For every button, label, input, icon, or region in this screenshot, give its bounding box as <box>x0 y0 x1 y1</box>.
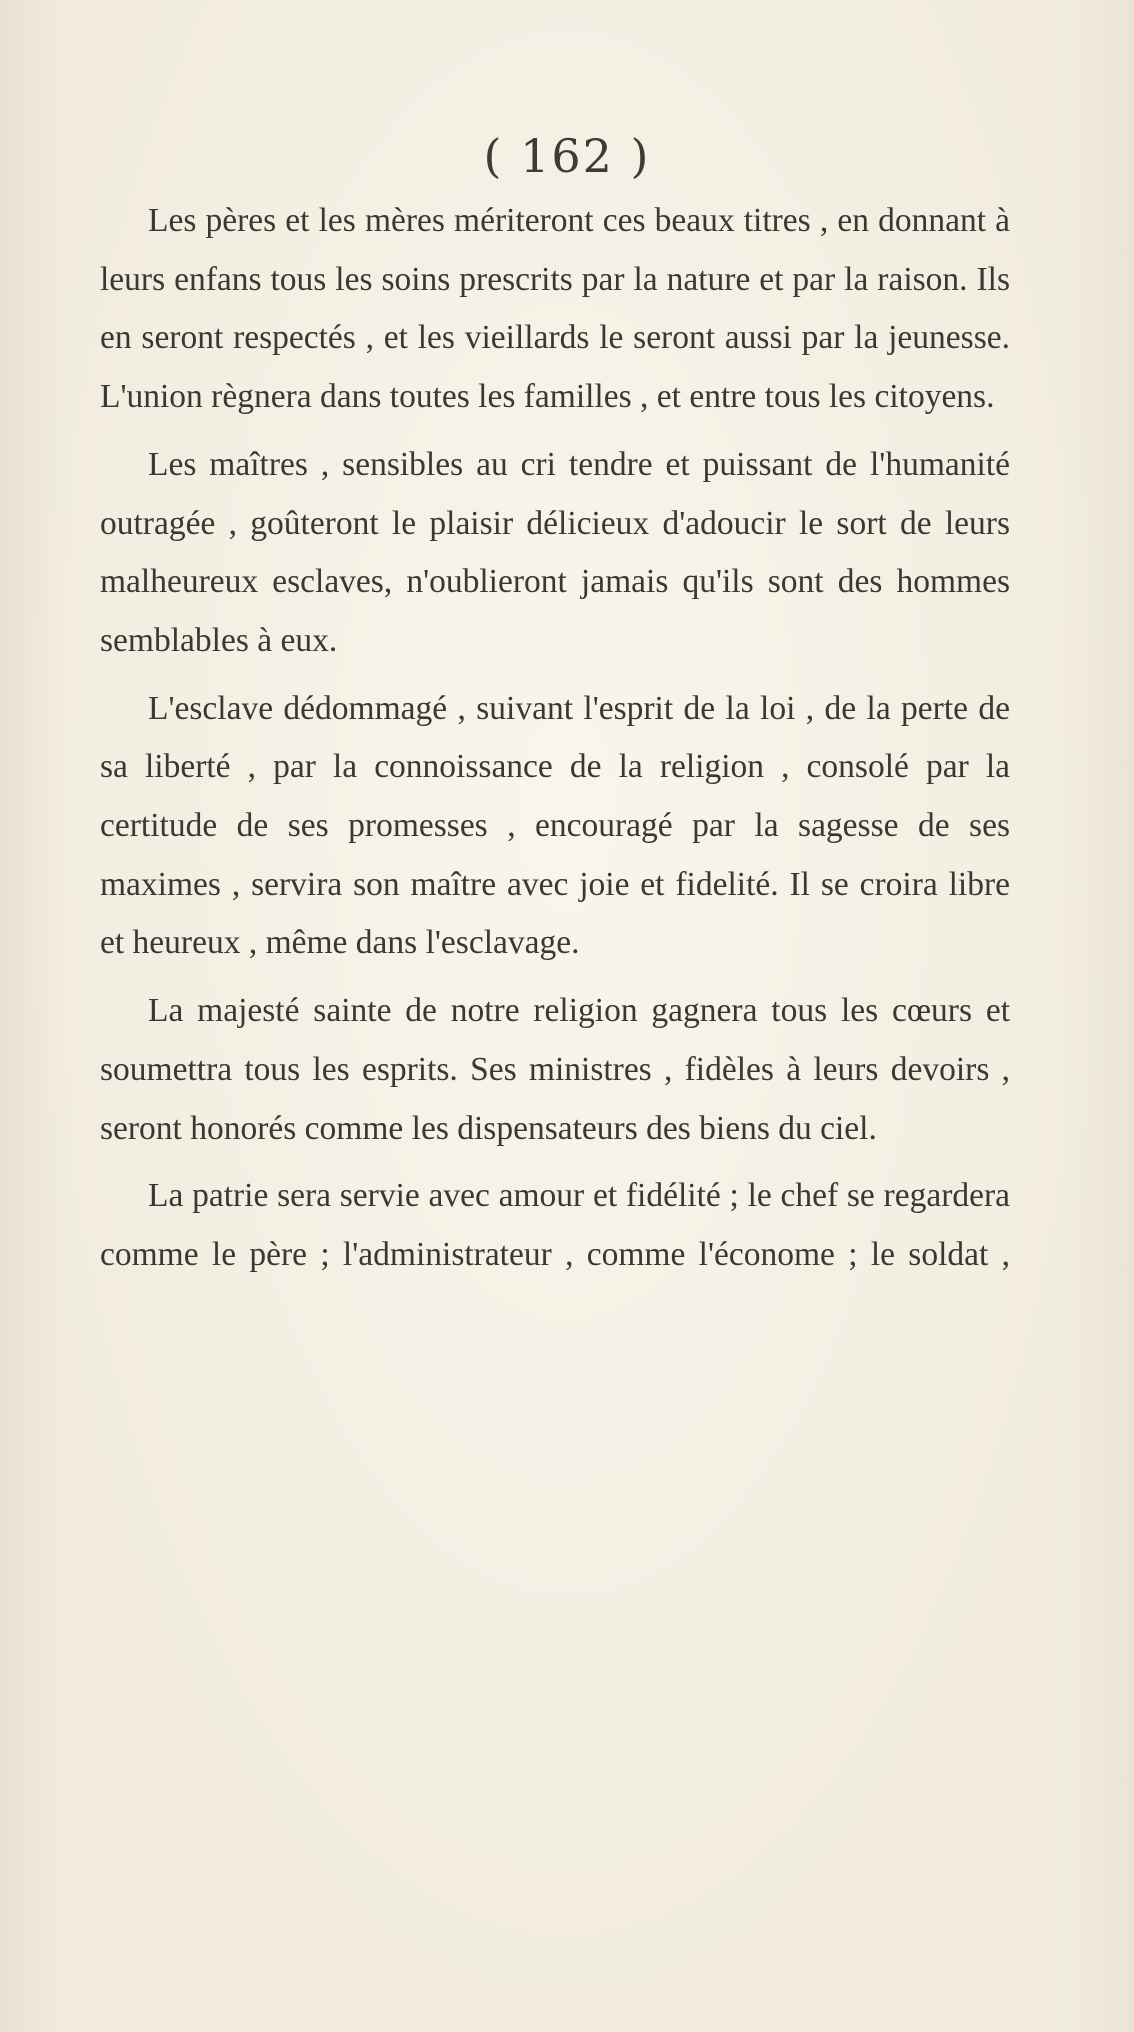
paragraph-masters: Les maîtres , sensibles au cri tendre et puissant de l'humanité outragée , goûteront le plaisir délicieux d'adoucir le sort de leurs malheureux esclaves, n'oublieront jamais qu'ils sont des hommes semblables à eux. <box>100 445 1010 659</box>
body-text <box>100 192 1010 1285</box>
paragraph-patrie: La patrie sera servie avec amour et fidélité ; le chef se regardera comme le père ; l'administrateur , comme l'économe ; le soldat , <box>100 1177 1010 1273</box>
paragraph-gap <box>100 427 1010 436</box>
paragraph-gap <box>100 1158 1010 1167</box>
paragraph-gap <box>100 973 1010 982</box>
paragraph-parents: Les pères et les mères mériteront ces beaux titres , en donnant à leurs enfans tous les soins prescrits par la nature et par la raison. Ils en seront respectés , et les vieillards le seront aussi par la jeunesse. L'union règnera dans toutes les familles , et entre tous les citoyens. <box>100 202 1010 416</box>
page-number: ( 162 ) <box>483 129 651 183</box>
paragraph-gap <box>100 671 1010 680</box>
paragraph-religion: La majesté sainte de notre religion gagnera tous les cœurs et soumettra tous les esprits. Ses ministres , fidèles à leurs devoirs , seront honorés comme les dispensateurs des biens du ciel. <box>100 992 1010 1147</box>
paragraph-slave: L'esclave dédommagé , suivant l'esprit de la loi , de la perte de sa liberté , par la connoissance de la religion , consolé par la certitude de ses promesses , encouragé par la sagesse de ses maximes , servira son maître avec joie et fidelité. Il se croira libre et heureux , même dans l'esclavage. <box>100 689 1010 962</box>
